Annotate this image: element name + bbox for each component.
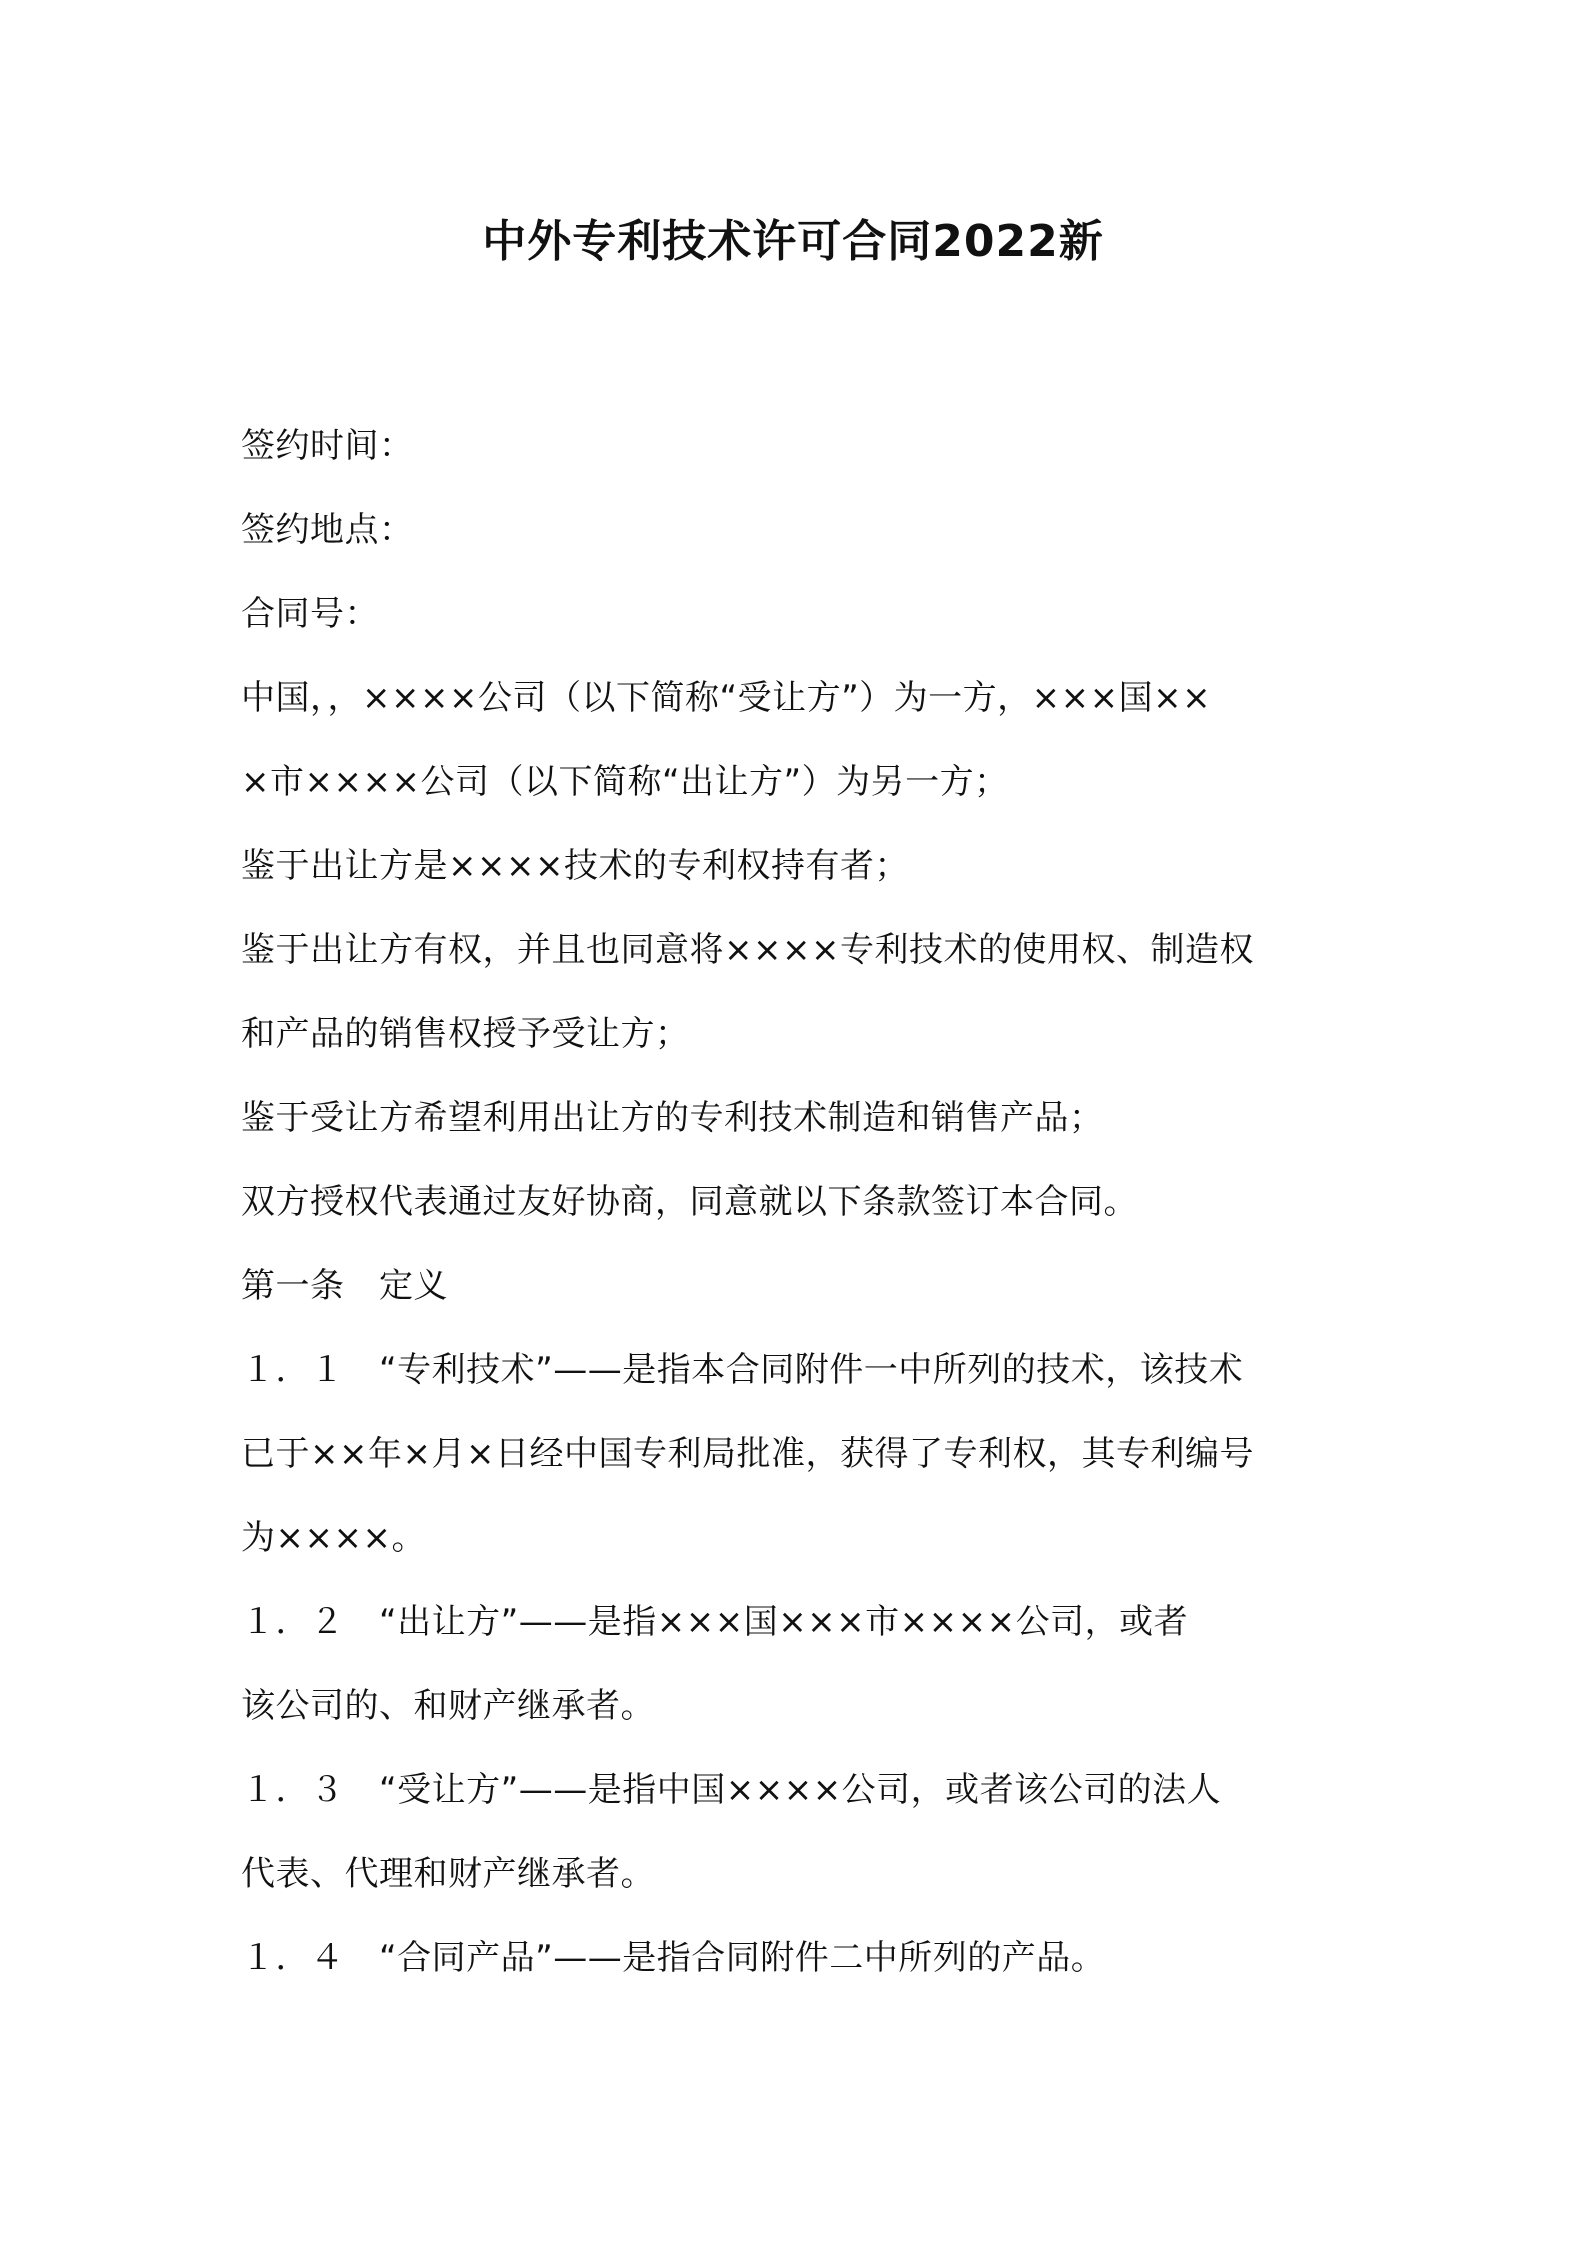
document-title: 中外专利技术许可合同2022新 [482,216,1104,267]
recital-2-line-2: 和产品的销售权授予受让方； [241,1014,690,1054]
clause-1-4: １．４ “合同产品”——是指合同附件二中所列的产品。 [241,1938,1106,1978]
clause-1-2-line-2: 该公司的、和财产继承者。 [241,1686,655,1726]
agreement-statement: 双方授权代表通过友好协商，同意就以下条款签订本合同。 [241,1182,1138,1222]
signing-time-line: 签约时间： [241,426,414,466]
clause-1-1-line-1: １．１ “专利技术”——是指本合同附件一中所列的技术，该技术 [241,1350,1244,1390]
document-body [241,404,1361,2000]
clause-1-3-line-1: １．３ “受让方”——是指中国××××公司，或者该公司的法人 [241,1770,1222,1810]
recital-2-line-1: 鉴于出让方有权，并且也同意将××××专利技术的使用权、制造权 [241,930,1254,970]
parties-line-2: ×市××××公司（以下简称“出让方”）为另一方； [241,762,1009,802]
article-1-heading: 第一条 定义 [241,1266,448,1306]
clause-1-2-line-1: １．２ “出让方”——是指×××国×××市××××公司，或者 [241,1602,1189,1642]
clause-1-3-line-2: 代表、代理和财产继承者。 [241,1854,655,1894]
recital-3: 鉴于受让方希望利用出让方的专利技术制造和销售产品； [241,1098,1104,1138]
clause-1-1-line-3: 为××××。 [241,1518,426,1558]
clause-1-1-line-2: 已于××年×月×日经中国专利局批准，获得了专利权，其专利编号 [241,1434,1254,1474]
signing-place-line: 签约地点： [241,510,414,550]
recital-1: 鉴于出让方是××××技术的专利权持有者； [241,846,909,886]
parties-line-1: 中国，，××××公司（以下简称“受让方”）为一方，×××国×× [241,678,1212,718]
contract-number-line: 合同号： [241,594,379,634]
